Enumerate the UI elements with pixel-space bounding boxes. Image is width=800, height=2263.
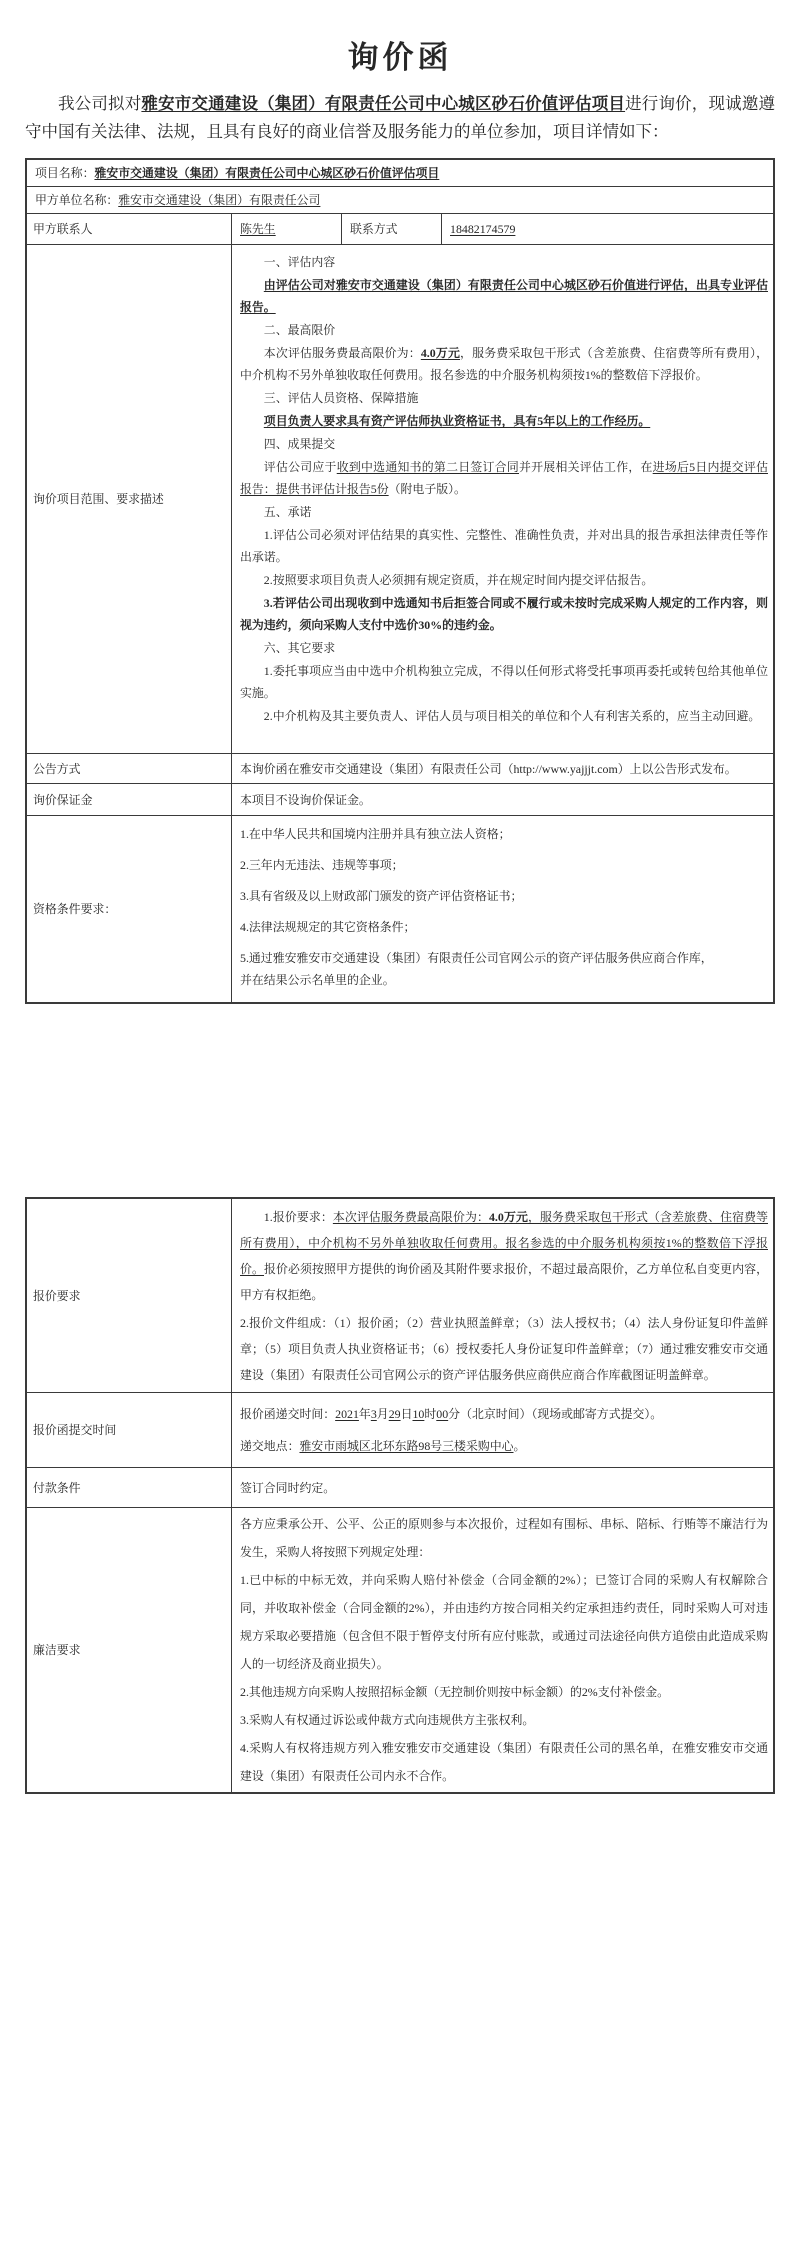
- text-run: 我公司拟对: [58, 94, 142, 113]
- text-run: 2021: [335, 1407, 359, 1421]
- project-name-value: 雅安市交通建设（集团）有限责任公司中心城区砂石价值评估项目: [94, 166, 440, 180]
- text-run: 2.三年内无违法、违规等事项；: [240, 858, 404, 872]
- text-run: 1.评估公司必须对评估结果的真实性、完整性、准确性负责，并对出具的报告承担法律责任等作出承诺。: [240, 528, 768, 564]
- row-project-name: [27, 160, 773, 186]
- paragraph: [240, 885, 768, 907]
- text-run: 收到中选通知书的第二日签订合同: [336, 460, 519, 474]
- qualifications-label: 资格条件要求：: [27, 816, 232, 1002]
- document-title: 询价函: [347, 40, 453, 75]
- text-run: ，服务费采取包干形式（含差旅费、住宿费等所有费用），中介机构不另外单独收取任何费用。报名参选的中介服务机构须按1%的整数倍下浮报价。: [240, 346, 768, 382]
- text-run: 年: [358, 1407, 371, 1421]
- text-run: 报价必须按照甲方提供的询价函及其附件要求报价，不超过最高限价，乙方单位私自变更内容，甲方有权拒绝。: [240, 1262, 768, 1302]
- announcement-text: 本询价函在雅安市交通建设（集团）有限责任公司（http://www.yajjjt.com）上以公告形式发布。: [240, 761, 737, 776]
- paragraph: [240, 637, 768, 659]
- row-quote-requirements: [27, 1199, 773, 1392]
- project-name-label: 项目名称：: [35, 166, 95, 180]
- project-info-table: [25, 158, 775, 1004]
- paragraph: [240, 1310, 768, 1388]
- text-run: 4.0万元: [488, 1210, 528, 1224]
- submission-time-label: [27, 1393, 232, 1467]
- paragraph: [240, 592, 768, 636]
- text-run: 。: [513, 1439, 526, 1453]
- paragraph: [240, 1734, 768, 1790]
- paragraph: [240, 569, 768, 591]
- paragraph: [240, 1510, 768, 1566]
- announcement-label: 公告方式: [27, 754, 232, 783]
- text-run: 00: [436, 1407, 449, 1421]
- text-run: 1.已中标的中标无效，并向采购人赔付补偿金（合同金额的2%）；已签订合同的采购人有权解除合同，并收取补偿金（合同金额的2%），并由违约方按合同相关约定承担违约责任，同时采购人可对违规方采取必要措施（包含但不限于暂停支付所有应付账款，或通过司法途径向供方追偿由此造成采购人的一切经济及商业损失）。: [240, 1573, 768, 1671]
- row-payment-terms: [27, 1467, 773, 1507]
- paragraph: [240, 342, 768, 386]
- paragraph: [240, 524, 768, 568]
- paragraph: [240, 456, 768, 500]
- paragraph: [240, 501, 768, 523]
- phone-number-cell: [442, 214, 773, 244]
- text-run: 三、评估人员资格、保障措施: [263, 391, 419, 405]
- paragraph: [240, 823, 768, 845]
- paragraph: [240, 705, 768, 727]
- paragraph: [240, 274, 768, 318]
- text-run: 四、成果提交: [263, 437, 336, 451]
- text-run: 进行询价，现诚邀遵守中国有关法律、法规，且具有良好的商业信誉及服务能力的单位参加，项目详情如下：: [25, 94, 776, 141]
- party-a-value: 雅安市交通建设（集团）有限责任公司: [118, 193, 321, 207]
- paragraph: [240, 916, 768, 938]
- paragraph: [240, 1566, 768, 1678]
- text-run: 并开展相关评估工作，在: [519, 460, 653, 474]
- paragraph: [240, 433, 768, 455]
- text-run: 雅安市雨城区北环东路98号三楼采购中心: [299, 1439, 514, 1453]
- scope-content: [232, 245, 773, 753]
- paragraph: [240, 1706, 768, 1734]
- submission-time-content: [232, 1393, 773, 1467]
- payment-terms-label: 付款条件: [27, 1468, 232, 1507]
- integrity-content: [232, 1508, 773, 1792]
- text-run: 雅安市交通建设（集团）有限责任公司中心城区砂石价值评估项目: [141, 94, 626, 113]
- contact-name-cell: [232, 214, 342, 244]
- contact-name: 陈先生: [240, 222, 276, 236]
- phone-number: 18482174579: [450, 222, 516, 236]
- integrity-label: 廉洁要求: [27, 1508, 232, 1792]
- text-run: 2.按照要求项目负责人必须拥有规定资质，并在规定时间内提交评估报告。: [263, 573, 654, 587]
- text-run: 3: [370, 1407, 377, 1421]
- text-run: 5.通过雅安雅安市交通建设（集团）有限责任公司官网公示的资产评估服务供应商合作库，: [240, 951, 713, 965]
- text-run: 月: [376, 1407, 389, 1421]
- text-run: 二、最高限价: [263, 323, 336, 337]
- text-run: 一、评估内容: [263, 255, 336, 269]
- text-run: 1.报价要求：: [263, 1210, 333, 1224]
- text-run: 1.委托事项应当由中选中介机构独立完成，不得以任何形式将受托事项再委托或转包给其他单位实施。: [240, 664, 768, 700]
- row-contacts: [27, 213, 773, 244]
- submission-time-line: [240, 1398, 768, 1430]
- text-run: 4.采购人有权将违规方列入雅安雅安市交通建设（集团）有限责任公司的黑名单，在雅安雅安市交通建设（集团）有限责任公司内永不合作。: [240, 1741, 768, 1783]
- text-run: 29: [388, 1407, 401, 1421]
- text-run: 询价项目范围、: [33, 492, 117, 506]
- project-name-cell: [27, 160, 773, 186]
- text-run: 10: [412, 1407, 425, 1421]
- text-run: 进场后5日内提交评估报告：提供书评估计报告5份: [240, 460, 768, 496]
- text-run: 3.若评估公司出现收到中选通知书后拒签合同或不履行或未按时完成采购人规定的工作内容，则视为违约，须向采购人支付中选价30%的违约金。: [240, 596, 768, 632]
- text-run: 各方应秉承公开、公平、公正的原则参与本次报价，过程如有围标、串标、陪标、行贿等不廉洁行为发生，采购人将按照下列规定处理：: [240, 1517, 768, 1559]
- contact-label: 甲方联系人: [27, 214, 232, 244]
- text-run: 分（北京时间）（现场或邮寄方式提交）。: [448, 1407, 663, 1421]
- row-announcement: [27, 753, 773, 783]
- text-run: 由评估公司对雅安市交通建设（集团）有限责任公司中心城区砂石价值进行评估，出具专业评估报告。: [240, 278, 768, 314]
- text-run: 1.在中华人民共和国境内注册并具有独立法人资格；: [240, 827, 511, 841]
- paragraph: [240, 319, 768, 341]
- text-run: 报价函提交时: [33, 1423, 105, 1437]
- paragraph: [240, 947, 768, 991]
- quote-requirements-label: 报价要求: [27, 1199, 232, 1392]
- row-submission-time: [27, 1392, 773, 1467]
- text-run: 要求描述: [116, 492, 164, 506]
- text-run: 本次评估服务费最高限价为：: [332, 1210, 489, 1224]
- party-a-label: 甲方单位名称：: [35, 193, 119, 207]
- submission-place-line: [240, 1430, 768, 1462]
- paragraph: [240, 251, 768, 273]
- row-qualifications: [27, 815, 773, 1002]
- text-run: 六、其它要求: [263, 641, 336, 655]
- intro-paragraph: [25, 90, 775, 146]
- text-run: 项目负责人要求具有资产评估师执业资格证书，具有5年以上的工作经历。: [263, 414, 651, 428]
- text-run: 4.0万元: [420, 346, 461, 360]
- party-a-cell: [27, 187, 773, 213]
- text-run: 并在结果公示名单里的企业。: [240, 973, 395, 987]
- text-run: 2.中介机构及其主要负责人、评估人员与项目相关的单位和个人有利害关系的，应当主动回避。: [263, 709, 761, 723]
- text-run: 评估公司应于: [263, 460, 337, 474]
- quotation-terms-table: [25, 1197, 775, 1794]
- row-party-a-name: [27, 186, 773, 213]
- text-run: 本次评估服务费最高限价为：: [263, 346, 421, 360]
- quote-requirements-content: [232, 1199, 773, 1392]
- text-run: 2.报价文件组成：（1）报价函；（2）营业执照盖鲜章；（3）法人授权书；（4）法人身份证复印件盖鲜章；（5）项目负责人执业资格证书；（6）授权委托人身份证复印件盖鲜章；（7）通过雅安雅安市交通建设（集团）有限责任公司官网公示的资产评估服务供应商供应商合作库截图证明盖鲜章。: [240, 1316, 768, 1382]
- text-run: 4.法律法规规定的其它资格条件；: [240, 920, 416, 934]
- text-run: 递交地点：: [240, 1439, 300, 1453]
- paragraph: [240, 1204, 768, 1308]
- paragraph: [240, 854, 768, 876]
- text-run: （附电子版）。: [388, 482, 466, 496]
- text-run: 五、承诺: [263, 505, 312, 519]
- scope-label: [27, 245, 232, 753]
- text-run: 3.采购人有权通过诉讼或仲裁方式向违规供方主张权利。: [240, 1713, 535, 1727]
- text-run: 间: [104, 1423, 117, 1437]
- row-deposit: [27, 783, 773, 815]
- qualifications-list: [232, 816, 773, 1002]
- text-run: 2.其他违规方向采购人按照招标金额（无控制价则按中标金额）的2%支付补偿金。: [240, 1685, 670, 1699]
- paragraph: [240, 410, 768, 432]
- text-run: 3.具有省级及以上财政部门颁发的资产评估资格证书；: [240, 889, 523, 903]
- paragraph: [240, 660, 768, 704]
- paragraph: [240, 387, 768, 409]
- paragraph: [240, 1678, 768, 1706]
- text-run: ，服务费采取包干形式（含差旅费、住宿费等所有费用），中介机构不另外单独收取任何费用。报名参选的中介服务机构须按1%的整数倍下浮报价。: [240, 1210, 768, 1276]
- text-run: 日: [400, 1407, 413, 1421]
- row-integrity: [27, 1507, 773, 1792]
- payment-terms-text: 签订合同时约定。: [240, 1480, 336, 1495]
- text-run: 时: [424, 1407, 437, 1421]
- deposit-label: 询价保证金: [27, 784, 232, 815]
- text-run: 报价函递交时间：: [240, 1407, 336, 1421]
- row-scope: [27, 244, 773, 753]
- phone-label: 联系方式: [342, 214, 442, 244]
- deposit-text: 本项目不设询价保证金。: [240, 792, 371, 807]
